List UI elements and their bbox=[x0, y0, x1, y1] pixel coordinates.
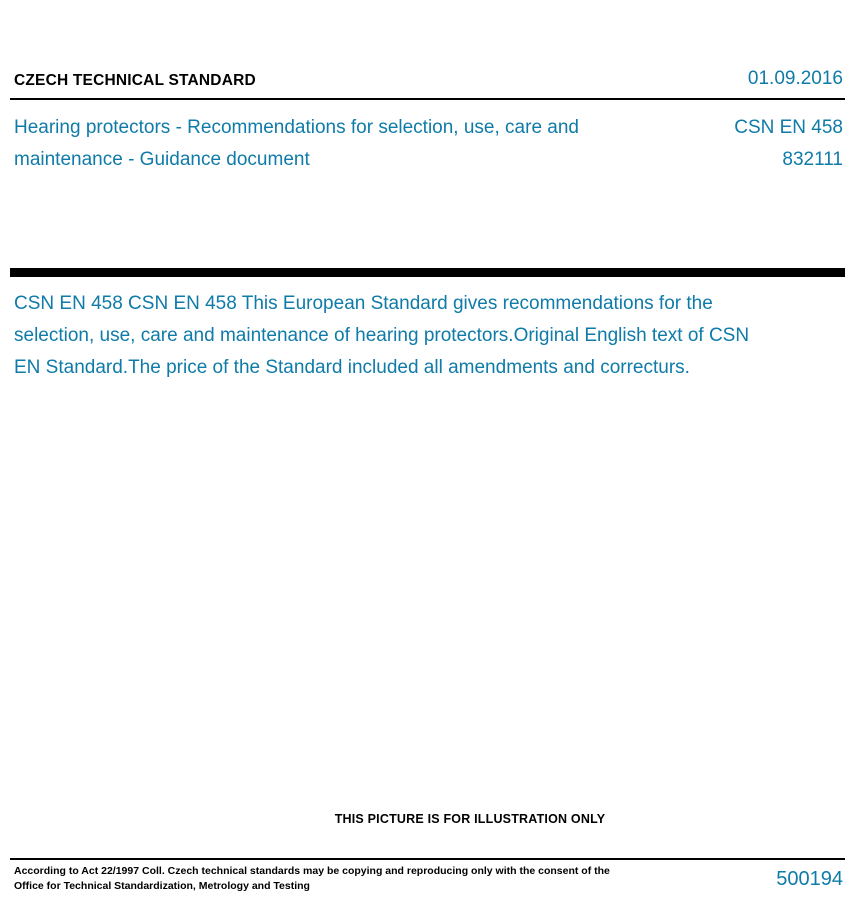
section-divider bbox=[10, 268, 845, 277]
document-type-label: CZECH TECHNICAL STANDARD bbox=[14, 72, 256, 89]
standard-title-block bbox=[14, 112, 843, 176]
standard-codes bbox=[734, 112, 843, 176]
publication-date: 01.09.2016 bbox=[747, 68, 843, 89]
standard-abstract: CSN EN 458 CSN EN 458 This European Standard gives recommendations for the selection, use, care and maintenance of hearing protectors.Original English text of CSN EN Standard.The price of the Standard included all amendments and correcturs. bbox=[14, 293, 750, 378]
document-footer bbox=[14, 864, 843, 894]
standard-class-number: 832111 bbox=[782, 149, 843, 170]
illustration-disclaimer: THIS PICTURE IS FOR ILLUSTRATION ONLY bbox=[334, 812, 606, 826]
copyright-note: According to Act 22/1997 Coll. Czech technical standards may be copying and reproducing only with the consent of the Office for Technical Standardization, Metrology and Testing bbox=[14, 865, 610, 892]
standard-title: Hearing protectors - Recommendations for selection, use, care and maintenance - Guidance document bbox=[14, 117, 579, 170]
header-divider bbox=[10, 98, 845, 100]
standard-code: CSN EN 458 bbox=[734, 117, 843, 138]
document-number: 500194 bbox=[776, 868, 843, 890]
footer-divider bbox=[10, 858, 845, 860]
document-header bbox=[14, 68, 843, 90]
